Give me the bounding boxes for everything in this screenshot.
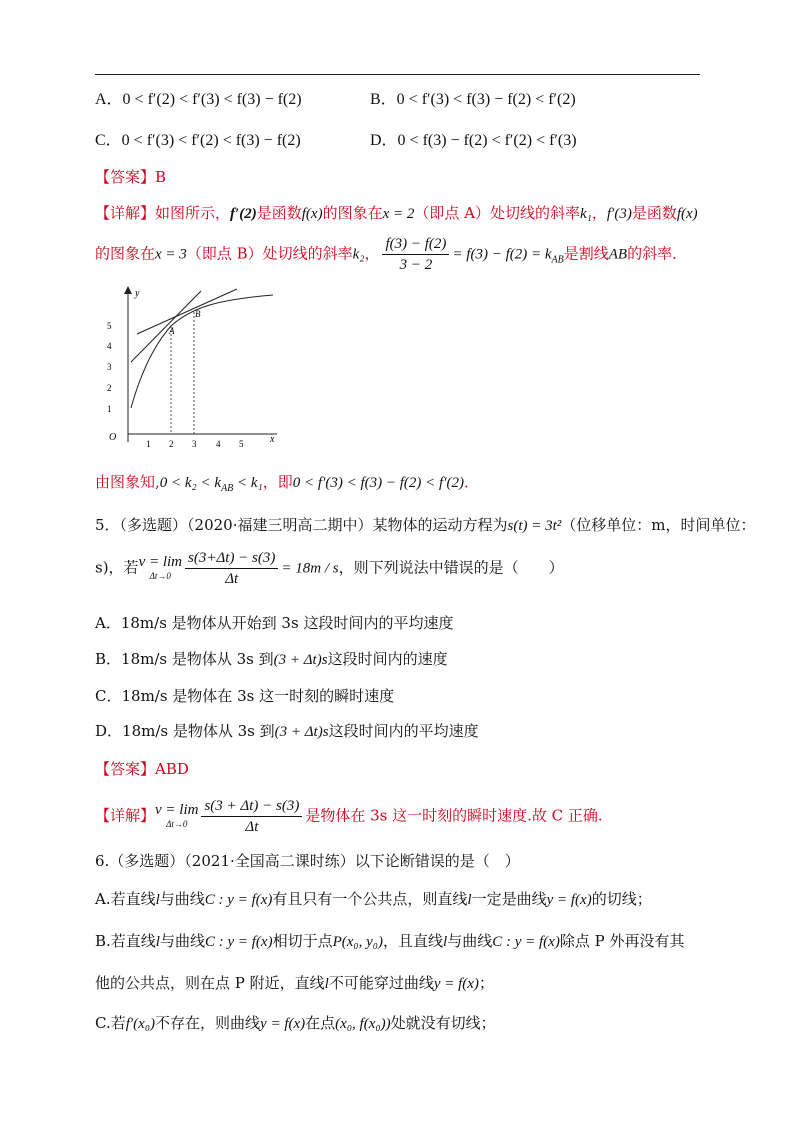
point-b-label: B [195,309,201,319]
q5-option-a: A．18m/s 是物体从开始到 3s 这段时间内的平均速度 [95,614,454,632]
q4-answer [95,166,166,187]
q4-option-d: D．0 < f(3) − f(2) < f′(2) < f′(3) [370,132,577,149]
q5-stem-line1: 5．（多选题）（2020·福建三明高二期中）某物体的运动方程为s(t) = 3t²（位移单位：m，时间单位： [95,516,756,534]
x-axis-label: x [270,434,275,445]
q4-option-c: C．0 < f′(3) < f′(2) < f(3) − f(2) [95,132,301,149]
q4-option-a: A．0 < f′(2) < f′(3) < f(3) − f(2) [95,91,302,108]
detail-tag: 【详解】 [95,204,156,222]
y-tick-2: 2 [107,383,112,393]
x-tick-1: 1 [146,439,151,449]
detail-tag: 【详解】 [95,806,156,825]
limit-expression: v = lim Δt→0 [155,801,199,829]
q5-option-b: B．18m/s 是物体从 3s 到(3 + Δt)s这段时间内的速度 [95,650,448,668]
q5-option-d: D．18m/s 是物体从 3s 到(3 + Δt)s这段时间内的平均速度 [95,722,479,740]
q6-stem: 6.（多选题）（2021·全国高二课时练）以下论断错误的是（ ） [95,852,520,870]
y-axis-label: y [135,288,140,299]
function-graph [95,282,285,452]
y-tick-1: 1 [107,404,112,414]
y-tick-4: 4 [107,341,112,351]
q4-conclusion: 由图象知$,0 < k_2 < k_{AB} < k_1$，即0 < f′(3) < f(3) − f(2) < f′(2)． [95,473,479,494]
q5-answer [95,758,189,779]
q5-detail: 【详解】v = lim Δt→0 $\frac{s(3 + \Delta t) - s(3)}{\Delta t}$ 是物体在 3s 这一时刻的瞬时速度.故 C 正确. [95,798,603,835]
answer-tag: 【答案】 [95,168,156,186]
graph-background [95,282,285,452]
fraction: $\frac{s(3+\Delta t) - s(3)}{\Delta t}$ [185,548,278,589]
x-tick-3: 3 [192,439,197,449]
x-tick-5: 5 [239,439,244,449]
fraction: $\frac{s(3 + \Delta t) - s(3)}{\Delta t}$ [201,796,302,837]
x-tick-4: 4 [216,439,221,449]
q4-detail-line2: 的图象在x = 3（即点 B）处切线的斜率k₂， $\frac{f(3) - f(2)}{3 - 2}$ = $f(3) - f(2) = k_{AB}$是割线AB的斜率． [95,236,688,273]
q5-stem-line2: s)，若v = lim Δt→0 $\frac{s(3+\Delta t) - s(3)}{\Delta t}$ = 18m / s，则下列说法中错误的是（ ） [95,550,564,587]
point-a-label: A [169,326,175,336]
q6-option-b-line2: 他的公共点，则在点 P 附近，直线l不可能穿过曲线y = f(x)； [95,974,494,992]
origin-label: O [109,432,117,443]
q6-option-c: C.若f′(x₀)不存在，则曲线y = f(x)在点(x₀, f(x₀))处就没有切线； [95,1014,496,1032]
y-tick-3: 3 [107,362,112,372]
answer-value: ABD [155,760,189,778]
fraction: $\frac{f(3) - f(2)}{3 - 2}$ [382,234,449,275]
top-rule [95,74,700,75]
q6-option-b-line1: B.若直线l与曲线C : y = f(x)相切于点P(x₀, y₀)，且直线l与曲线C : y = f(x)除点 P 外再没有其 [95,932,685,950]
answer-value: B [155,168,167,186]
q5-option-c: C．18m/s 是物体在 3s 这一时刻的瞬时速度 [95,687,395,705]
x-tick-2: 2 [169,439,174,449]
y-tick-5: 5 [107,321,112,331]
limit-expression: v = lim Δt→0 [138,553,183,581]
q4-option-b: B．0 < f′(3) < f(3) − f(2) < f′(2) [370,91,576,108]
q4-detail-line1: 【详解】如图所示，f′(2)是函数f(x)的图象在x = 2（即点 A）处切线的斜率k₁，f′(3)是函数f(x) [95,204,698,222]
q6-option-a: A.若直线l与曲线C : y = f(x)有且只有一个公共点，则直线l一定是曲线y = f(x)的切线； [95,890,652,908]
answer-tag: 【答案】 [95,760,156,778]
